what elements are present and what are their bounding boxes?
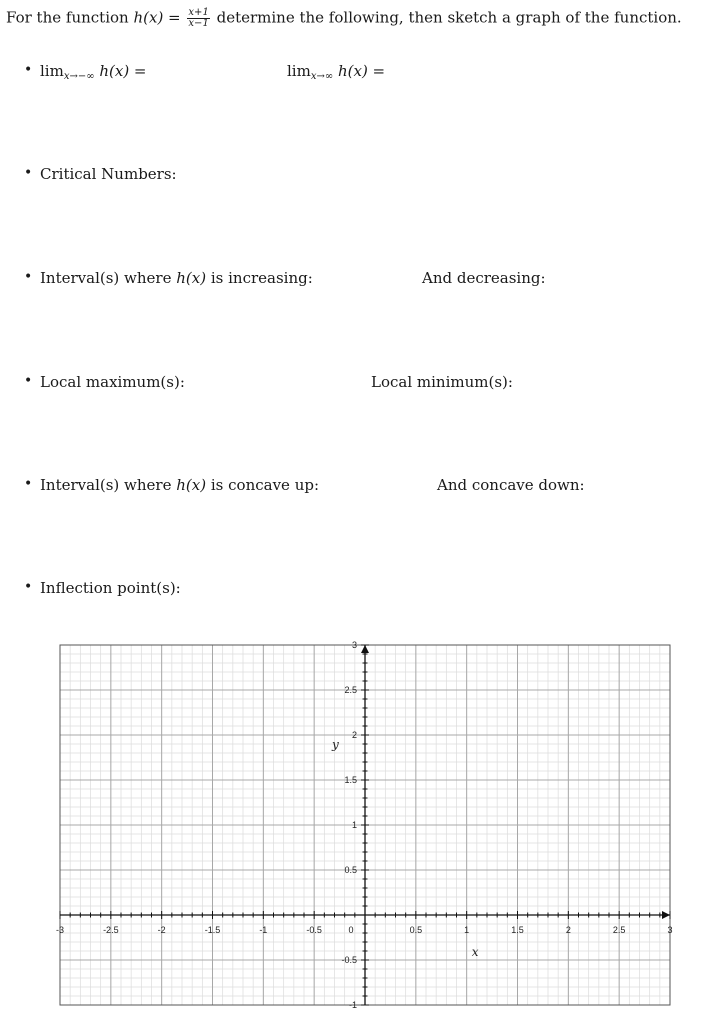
x-tick-label: -1 bbox=[259, 925, 268, 935]
fraction-denominator: x−1 bbox=[188, 18, 209, 29]
function-name: h(x) bbox=[176, 476, 207, 494]
lim-label: lim bbox=[287, 62, 311, 80]
x-tick-label: 2 bbox=[565, 925, 571, 935]
x-tick-label: -2.5 bbox=[103, 925, 119, 935]
x-tick-label: 1 bbox=[464, 925, 470, 935]
y-tick-label: 2 bbox=[351, 730, 357, 740]
fraction-numerator: x+1 bbox=[188, 7, 209, 18]
y-tick-label: -0.5 bbox=[341, 955, 357, 965]
y-axis-label: y bbox=[332, 737, 339, 752]
x-tick-label: -1.5 bbox=[204, 925, 221, 935]
y-tick-label: 0.5 bbox=[344, 865, 357, 875]
x-tick-label: 3 bbox=[667, 925, 673, 935]
function-name: h(x) = bbox=[133, 8, 181, 27]
x-tick-label: 2.5 bbox=[612, 925, 626, 935]
lim-expression: h(x) = bbox=[99, 62, 147, 80]
function-name: h(x) bbox=[176, 269, 207, 287]
critical-numbers-label: Critical Numbers: bbox=[40, 165, 177, 183]
bullet-icon: • bbox=[24, 373, 33, 389]
x-tick-label: -2 bbox=[157, 925, 166, 935]
x-tick-label: -3 bbox=[55, 925, 65, 935]
x-axis-label: x bbox=[471, 945, 479, 959]
x-tick-label: 0 bbox=[348, 925, 354, 935]
x-tick-label: -0.5 bbox=[306, 925, 322, 935]
y-tick-label: -1 bbox=[348, 1000, 357, 1010]
intro-suffix: determine the following, then sketch a graph of the function. bbox=[216, 8, 682, 27]
y-tick-label: 1.5 bbox=[344, 775, 357, 785]
x-tick-label: 1.5 bbox=[511, 925, 524, 935]
concave-down-label: And concave down: bbox=[437, 476, 585, 494]
y-axis-arrow-icon bbox=[361, 645, 369, 653]
bullet-icon: • bbox=[24, 62, 33, 78]
y-tick-label: 3 bbox=[351, 640, 357, 650]
bullet-icon: • bbox=[24, 579, 33, 595]
decreasing-label: And decreasing: bbox=[422, 269, 546, 287]
lim-subscript: x→∞ bbox=[310, 71, 334, 82]
lim-label: lim bbox=[40, 62, 64, 80]
lim-expression: h(x) = bbox=[337, 62, 386, 80]
local-minimum-label: Local minimum(s): bbox=[371, 373, 513, 391]
label-text: is increasing: bbox=[210, 269, 313, 287]
y-tick-label: 2.5 bbox=[344, 685, 357, 695]
intro-prefix: For the function bbox=[6, 8, 129, 27]
bullet-icon: • bbox=[24, 165, 33, 181]
y-tick-label: 1 bbox=[351, 820, 357, 830]
x-axis-arrow-icon bbox=[662, 911, 670, 919]
lim-subscript: x→−∞ bbox=[63, 71, 95, 82]
label-text: is concave up: bbox=[210, 476, 320, 494]
inflection-points-label: Inflection point(s): bbox=[40, 579, 181, 597]
bullet-icon: • bbox=[24, 269, 33, 285]
bullet-icon: • bbox=[24, 476, 33, 492]
local-maximum-label: Local maximum(s): bbox=[40, 373, 185, 391]
x-tick-label: 0.5 bbox=[409, 925, 423, 935]
label-text: Interval(s) where bbox=[40, 476, 172, 494]
label-text: Interval(s) where bbox=[40, 269, 172, 287]
